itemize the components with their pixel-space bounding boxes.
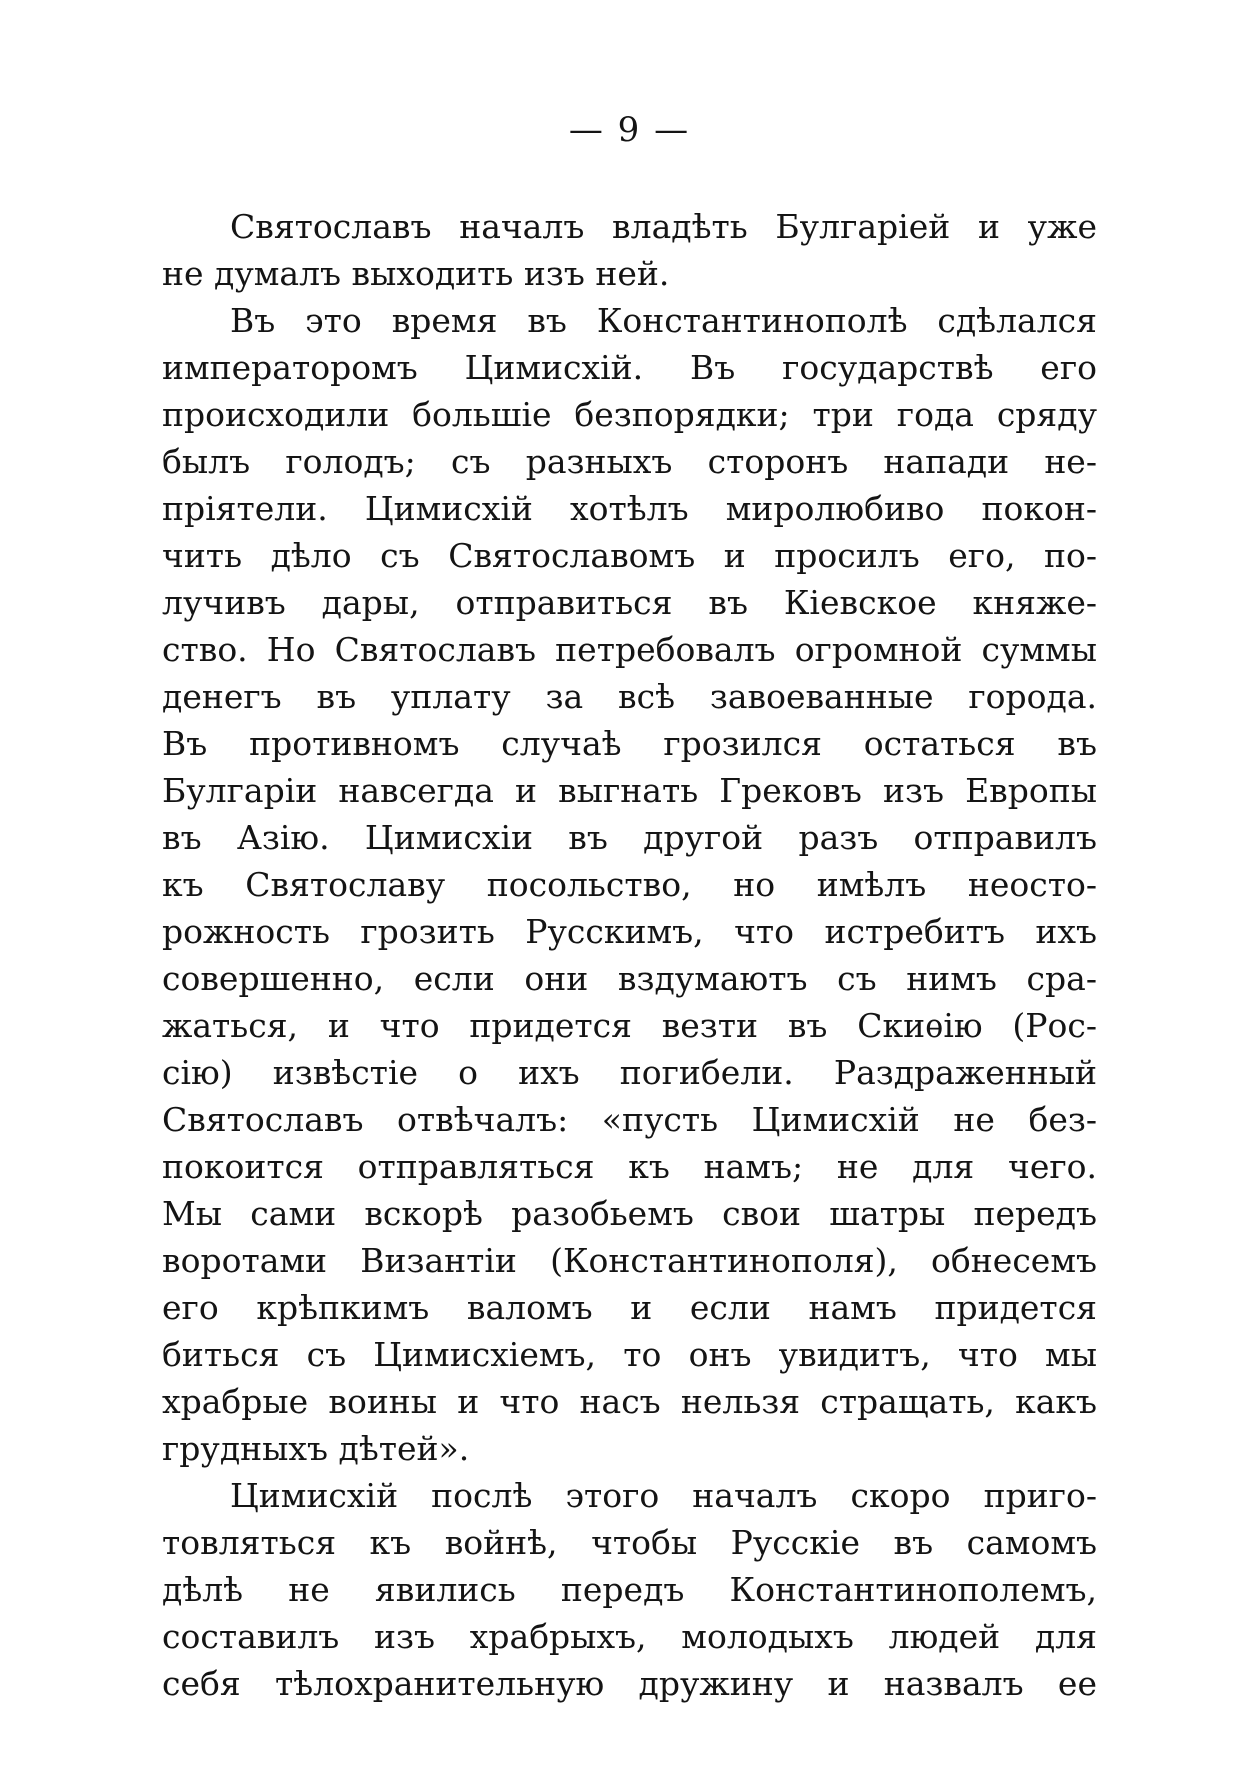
text-line: въ Азію. Цимисхіи въ другой разъ отправилъ [162, 818, 1097, 857]
text-line: храбрые воины и что насъ нельзя стращать, какъ [162, 1382, 1097, 1421]
text-line: Булгаріи навсегда и выгнать Грековъ изъ Европы [162, 771, 1097, 810]
text-line: ство. Но Святославъ петребовалъ огромной суммы [162, 630, 1097, 669]
text-line: воротами Византіи (Константинополя), обнесемъ [162, 1241, 1097, 1280]
text-line: пріятели. Цимисхій хотѣлъ миролюбиво покон- [162, 489, 1097, 528]
text-line: Цимисхій послѣ этого началъ скоро приго- [230, 1476, 1097, 1515]
text-line: его крѣпкимъ валомъ и если намъ придется [162, 1288, 1097, 1327]
text-line: происходили большіе безпорядки; три года сряду [162, 395, 1097, 434]
text-line: денегъ въ уплату за всѣ завоеванные города. [162, 677, 1097, 716]
text-line: чить дѣло съ Святославомъ и просилъ его, по- [162, 536, 1097, 575]
text-line: лучивъ дары, отправиться въ Кіевское княже- [162, 583, 1097, 622]
text-line: дѣлѣ не явились передъ Константинополемъ, [162, 1570, 1097, 1609]
text-line: къ Святославу посольство, но имѣлъ неосто- [162, 865, 1097, 904]
text-line: покоится отправляться къ намъ; не для чего. [162, 1147, 1097, 1186]
text-line: Святославъ отвѣчалъ: «пусть Цимисхій не без- [162, 1100, 1097, 1139]
text-line: Святославъ началъ владѣть Булгаріей и уже [230, 207, 1097, 246]
text-line: жаться, и что придется везти въ Скиѳію (Рос- [162, 1006, 1097, 1045]
text-line: составилъ изъ храбрыхъ, молодыхъ людей для [162, 1617, 1097, 1656]
text-line: себя тѣлохранительную дружину и назвалъ ее [162, 1664, 1097, 1703]
text-line: Мы сами вскорѣ разобьемъ свои шатры передъ [162, 1194, 1097, 1233]
text-line: императоромъ Цимисхій. Въ государствѣ его [162, 348, 1097, 387]
page-body-text [162, 203, 1097, 1707]
text-line: былъ голодъ; съ разныхъ сторонъ напади не- [162, 442, 1097, 481]
text-line: сію) извѣстіе о ихъ погибели. Раздраженный [162, 1053, 1097, 1092]
text-line: Въ противномъ случаѣ грозился остаться въ [162, 724, 1097, 763]
text-line: не думалъ выходить изъ ней. [162, 254, 670, 293]
page-number: — 9 — [568, 110, 691, 150]
text-line: Въ это время въ Константинополѣ сдѣлался [230, 301, 1097, 340]
text-line: биться съ Цимисхіемъ, то онъ увидитъ, что мы [162, 1335, 1097, 1374]
text-line: совершенно, если они вздумаютъ съ нимъ сра- [162, 959, 1097, 998]
text-line: грудныхъ дѣтей». [162, 1429, 470, 1468]
text-line: рожность грозить Русскимъ, что истребитъ ихъ [162, 912, 1097, 951]
text-line: товляться къ войнѣ, чтобы Русскіе въ самомъ [162, 1523, 1097, 1562]
